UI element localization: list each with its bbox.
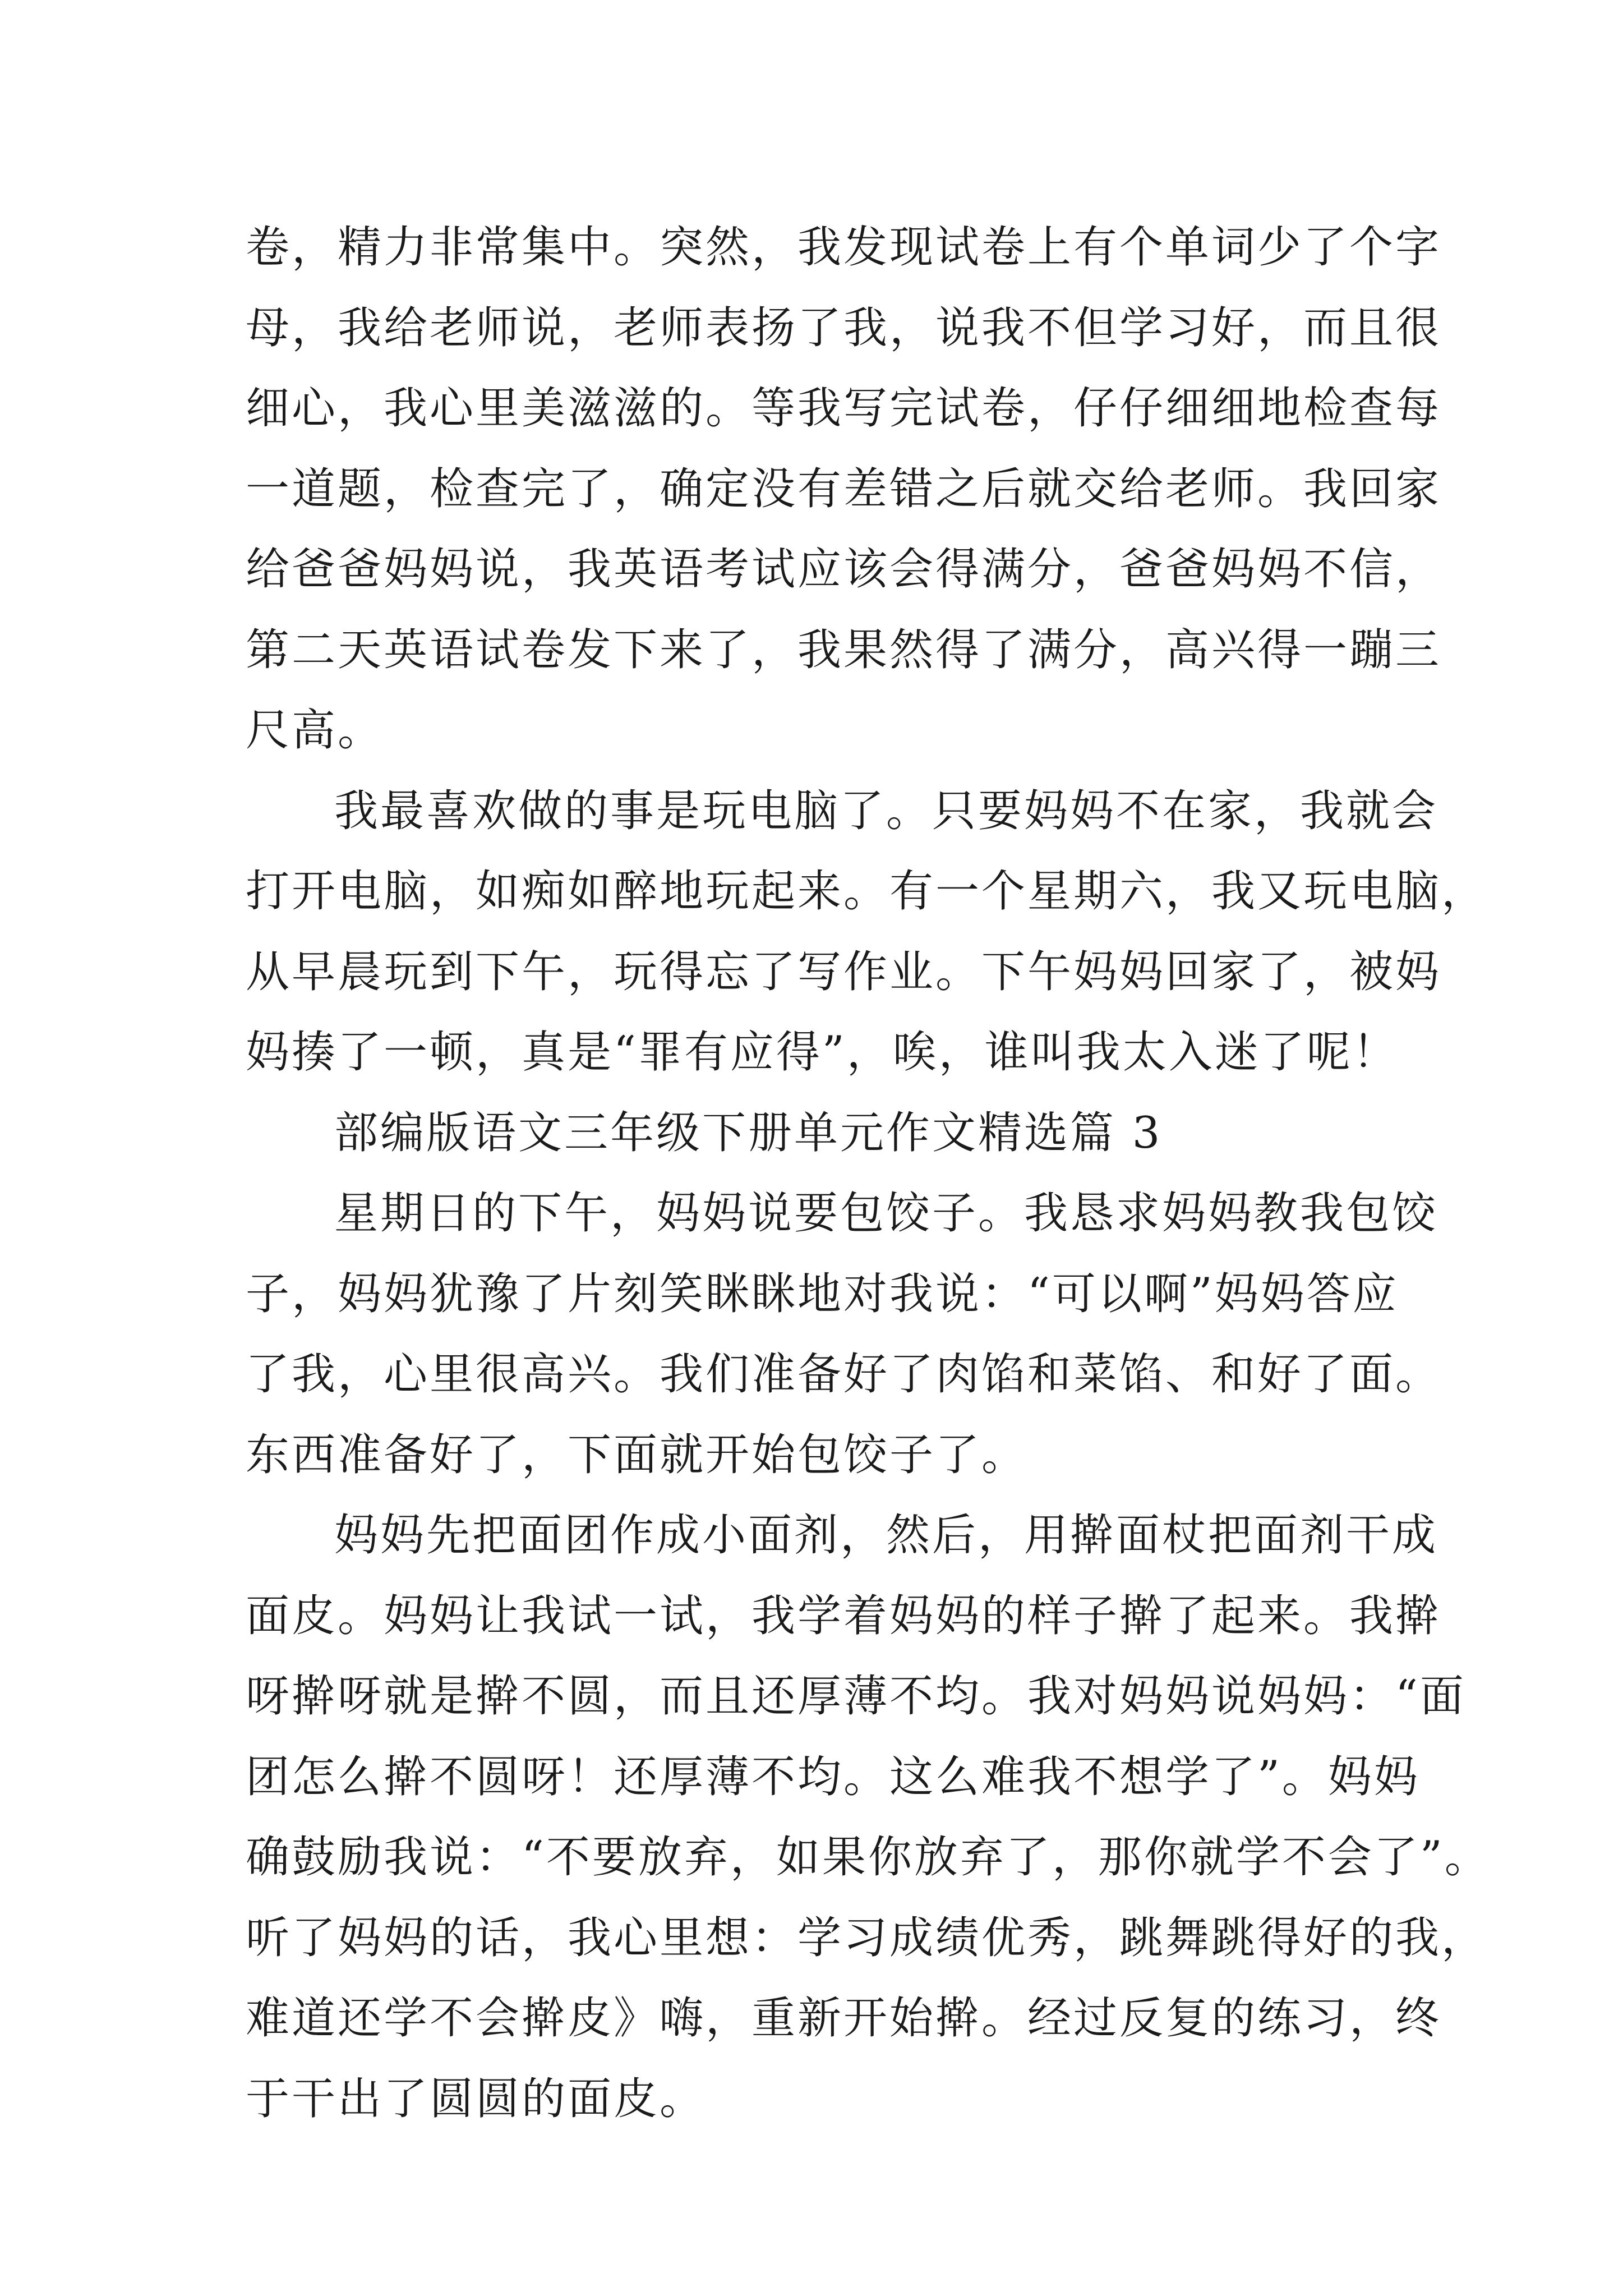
paragraph-start-line: 我最喜欢做的事是玩电脑了。只要妈妈不在家，我就会 <box>334 785 1438 836</box>
text-line: 呀擀呀就是擀不圆，而且还厚薄不均。我对妈妈说妈妈：“面 <box>246 1671 1466 1722</box>
text-line: 子，妈妈犹豫了片刻笑眯眯地对我说：“可以啊”妈妈答应 <box>246 1268 1399 1319</box>
text-line: 尺高。 <box>246 705 384 756</box>
section-heading: 部编版语文三年级下册单元作文精选篇 3 <box>334 1107 1163 1158</box>
text-line: 一道题，检查完了，确定没有差错之后就交给老师。我回家 <box>246 463 1442 514</box>
text-line: 确鼓励我说：“不要放弃，如果你放弃了，那你就学不会了”。 <box>246 1832 1491 1883</box>
text-line: 母，我给老师说，老师表扬了我，说我不但学习好，而且很 <box>246 302 1442 353</box>
paragraph-start-line: 星期日的下午，妈妈说要包饺子。我恳求妈妈教我包饺 <box>334 1188 1438 1239</box>
text-line: 面皮。妈妈让我试一试，我学着妈妈的样子擀了起来。我擀 <box>246 1590 1442 1641</box>
text-line: 团怎么擀不圆呀！还厚薄不均。这么难我不想学了”。妈妈 <box>246 1751 1420 1802</box>
text-line: 给爸爸妈妈说，我英语考试应该会得满分，爸爸妈妈不信， <box>246 544 1442 595</box>
text-line: 听了妈妈的话，我心里想：学习成绩优秀，跳舞跳得好的我， <box>246 1912 1488 1963</box>
text-line: 于干出了圆圆的面皮。 <box>246 2073 706 2124</box>
paragraph-start-line: 妈妈先把面团作成小面剂，然后，用擀面杖把面剂干成 <box>334 1510 1438 1561</box>
text-line: 东西准备好了，下面就开始包饺子了。 <box>246 1429 1028 1480</box>
text-line: 细心，我心里美滋滋的。等我写完试卷，仔仔细细地检查每 <box>246 383 1442 434</box>
text-line: 妈揍了一顿，真是“罪有应得”，唉，谁叫我太入迷了呢！ <box>246 1027 1399 1078</box>
text-line: 难道还学不会擀皮》嗨，重新开始擀。经过反复的练习，终 <box>246 1993 1442 2044</box>
text-line: 卷，精力非常集中。突然，我发现试卷上有个单词少了个字 <box>246 222 1442 273</box>
text-line: 从早晨玩到下午，玩得忘了写作业。下午妈妈回家了，被妈 <box>246 946 1442 997</box>
text-line: 打开电脑，如痴如醉地玩起来。有一个星期六，我又玩电脑， <box>246 866 1488 917</box>
text-line: 第二天英语试卷发下来了，我果然得了满分，高兴得一蹦三 <box>246 624 1442 675</box>
document-body <box>246 208 1491 2139</box>
text-line: 了我，心里很高兴。我们准备好了肉馅和菜馅、和好了面。 <box>246 1349 1442 1400</box>
